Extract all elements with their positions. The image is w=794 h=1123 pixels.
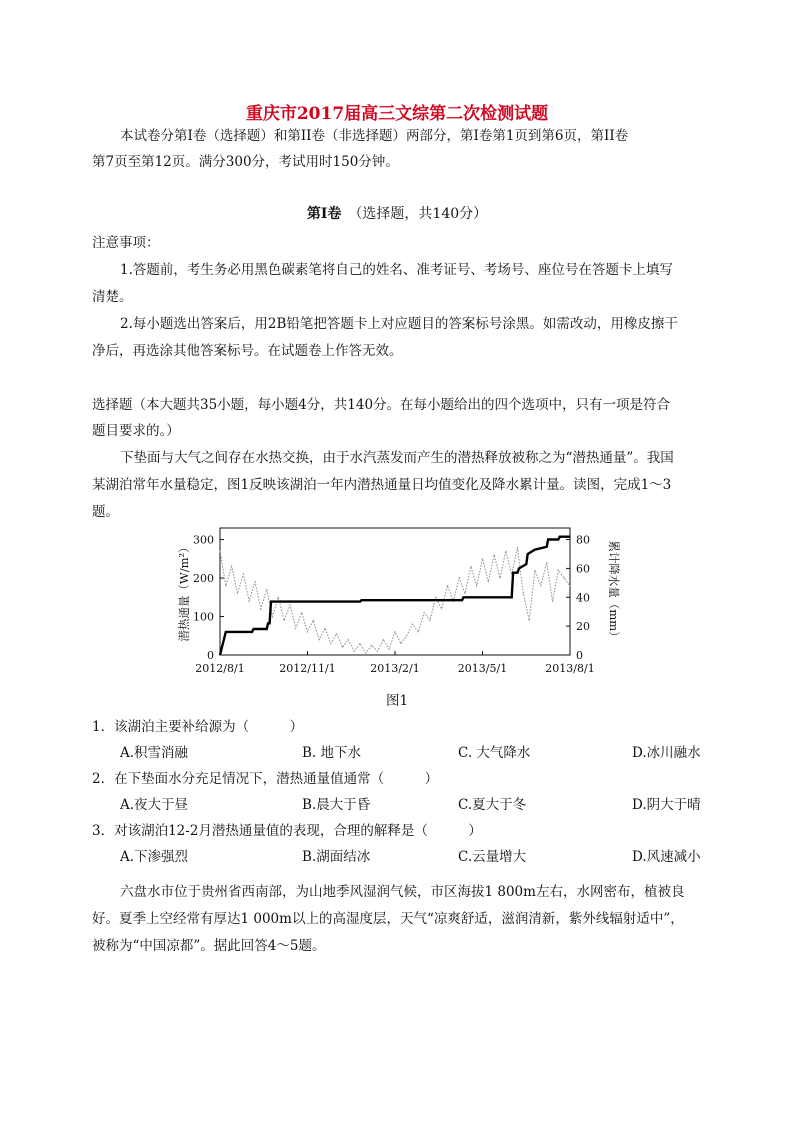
latent-heat-point [243,574,244,575]
latent-heat-point [342,647,343,648]
latent-heat-point [447,585,448,586]
latent-heat-point [546,562,547,563]
x-tick-label: 2013/5/1 [457,662,508,675]
latent-heat-point [219,550,220,551]
latent-heat-point [569,585,570,586]
latent-heat-point [359,643,360,644]
latent-heat-point [383,639,384,640]
latent-heat-point [354,651,355,652]
latent-heat-point [301,612,302,613]
y-axis-label: 潜热通量（W/m²） [177,541,191,642]
question-3-option-d: D.风速减小 [632,849,701,865]
passage-2-line-2: 好。夏季上空经常有厚达1 000m以上的高湿度层，天气“凉爽舒适，滋润清新，紫外线辐射适中”， [92,911,684,927]
page-title: 重庆市2017届高三文综第二次检测试题 [245,104,549,124]
question-3-option-c: C.云量增大 [458,849,527,865]
latent-heat-point [389,649,390,650]
latent-heat-point [412,624,413,625]
latent-heat-point [336,633,337,634]
latent-heat-point [476,585,477,586]
latent-heat-point [249,601,250,602]
y2-tick-label: 40 [576,591,590,605]
latent-heat-point [260,608,261,609]
question-1-option-c: C. 大气降水 [458,745,531,761]
latent-heat-point [552,601,553,602]
notice-2-line-2: 净后，再选涂其他答案标号。在试题卷上作答无效。 [92,343,403,359]
latent-heat-point [307,631,308,632]
latent-heat-point [295,627,296,628]
y-tick-label: 300 [193,533,214,547]
question-2-option-a: A.夜大于昼 [120,797,189,813]
y2-tick-label: 60 [576,562,590,576]
latent-heat-point [464,593,465,594]
latent-heat-point [394,631,395,632]
latent-heat-point [371,645,372,646]
latent-heat-point [377,651,378,652]
question-1-stem: 1．该湖泊主要补给源为（ ） [92,719,304,735]
question-2-stem: 2．在下垫面水分充足情况下，潜热通量值通常（ ） [92,771,439,787]
question-2-option-b: B.晨大于昏 [302,797,371,813]
question-1-option-d: D.冰川融水 [632,745,701,761]
latent-heat-point [418,631,419,632]
section-title-bold: 第Ⅰ卷 [306,206,342,222]
latent-heat-point [505,550,506,551]
latent-heat-point [231,566,232,567]
latent-heat-point [499,577,500,578]
latent-heat-point [564,577,565,578]
y-tick-label: 0 [207,649,214,662]
passage-2-line-3: 被称为“中国凉都”。据此回答4～5题。 [92,938,326,954]
latent-heat-point [266,589,267,590]
latent-heat-point [470,566,471,567]
section-title-rest: （选择题，共140分） [355,206,488,222]
latent-heat-point [459,577,460,578]
x-tick-label: 2013/2/1 [370,662,420,675]
latent-heat-point [558,570,559,571]
latent-heat-point [540,585,541,586]
x-tick-label: 2012/11/1 [279,662,336,675]
notice-heading: 注意事项： [92,235,160,251]
figure-1-chart [170,522,630,687]
passage-1-line-1: 下垫面与大气之间存在水热交换，由于水汽蒸发而产生的潜热释放被称之为“潜热通量”。我国 [120,450,674,466]
figure-caption: 图1 [386,693,409,709]
y-tick-label: 100 [193,610,214,624]
choice-intro-line-1: 选择题（本大题共35小题，每小题4分，共140分。在每小题给出的四个选项中，只有一项是符合 [92,397,671,413]
section-title [0,203,794,223]
latent-heat-point [225,585,226,586]
latent-heat-point [330,643,331,644]
latent-heat-point [494,554,495,555]
notice-2-line-1: 2.每小题选出答案后，用2B铅笔把答题卡上对应题目的答案标号涂黑。如需改动，用橡皮擦干 [120,316,678,332]
passage-2-line-1: 六盘水市位于贵州省西南部，为山地季风湿润气候，市区海拔1 800m左右，水网密布，植被良 [120,884,685,900]
question-3-option-b: B.湖面结冰 [302,849,371,865]
plot-area [177,528,621,675]
latent-heat-point [482,558,483,559]
latent-heat-point [319,639,320,640]
y2-tick-label: 20 [576,620,590,634]
choice-intro-line-2: 题目要求的。） [92,423,180,439]
intro-line-2: 第7页至第12页。满分300分，考试用时150分钟。 [92,154,399,170]
latent-heat-point [254,581,255,582]
question-1-option-b: B. 地下水 [302,745,362,761]
latent-heat-point [435,597,436,598]
series-cumulative-precipitation [220,537,570,655]
latent-heat-point [424,612,425,613]
latent-heat-point [237,593,238,594]
question-3-stem: 3．对该湖泊12-2月潜热通量值的表现，合理的解释是（ ） [92,823,482,839]
y2-axis-label: 累计降水量（mm） [607,540,621,643]
y2-tick-label: 80 [576,533,590,547]
latent-heat-point [534,570,535,571]
latent-heat-point [429,620,430,621]
latent-heat-point [488,581,489,582]
x-tick-label: 2012/8/1 [195,662,245,675]
intro-line-1: 本试卷分第Ⅰ卷（选择题）和第II卷（非选择题）两部分，第Ⅰ卷第1页到第6页，第II卷 [120,128,629,144]
x-tick-label: 2013/8/1 [545,662,595,675]
latent-heat-point [348,639,349,640]
latent-heat-point [523,593,524,594]
question-3-option-a: A.下渗强烈 [120,849,189,865]
latent-heat-point [272,616,273,617]
question-2-option-c: C.夏大于冬 [458,797,527,813]
passage-1-line-2: 某湖泊常年水量稳定，图1反映该湖泊一年内潜热通量日均值变化及降水累计量。读图，完成1～3 [92,477,672,493]
latent-heat-point [289,604,290,605]
passage-1-line-3: 题。 [92,504,119,520]
latent-heat-point [313,620,314,621]
notice-1-line-1: 1.答题前，考生务必用黑色碳素笔将自己的姓名、准考证号、考场号、座位号在答题卡上填写 [120,262,673,278]
latent-heat-point [324,627,325,628]
y-tick-label: 200 [193,572,214,586]
latent-heat-point [441,608,442,609]
latent-heat-point [365,652,366,653]
y2-tick-label: 0 [576,649,583,662]
latent-heat-point [517,547,518,548]
question-1-option-a: A.积雪消融 [120,745,189,761]
latent-heat-point [400,643,401,644]
latent-heat-point [284,620,285,621]
latent-heat-point [406,635,407,636]
latent-heat-point [278,597,279,598]
latent-heat-point [529,620,530,621]
question-2-option-d: D.阴大于晴 [632,797,701,813]
notice-1-line-2: 清楚。 [92,289,133,305]
